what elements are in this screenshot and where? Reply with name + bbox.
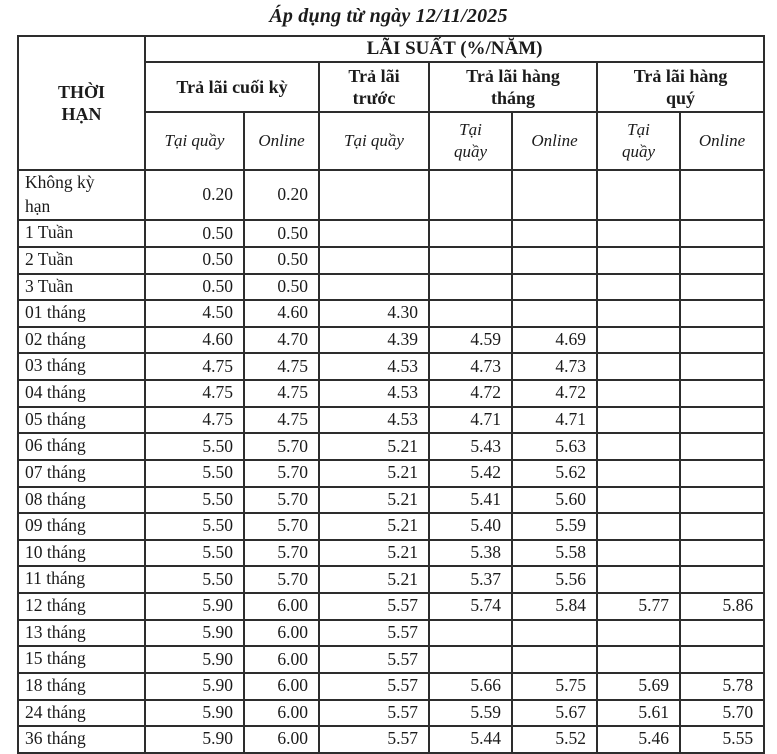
effective-date-title: Áp dụng từ ngày 12/11/2025 bbox=[269, 5, 508, 27]
rate-cell bbox=[597, 220, 680, 247]
term-label: 1 Tuần bbox=[25, 222, 74, 243]
rate-cell: 5.58 bbox=[512, 540, 597, 567]
rate-cell bbox=[597, 380, 680, 407]
term-label: 18 tháng bbox=[25, 674, 86, 695]
rate-cell: 4.72 bbox=[512, 380, 597, 407]
rate-cell: 4.30 bbox=[319, 300, 429, 327]
rate-cell: 4.75 bbox=[145, 407, 244, 434]
rate-cell: 4.75 bbox=[145, 380, 244, 407]
table-row bbox=[18, 487, 764, 514]
rate-cell bbox=[429, 220, 512, 247]
rate-cell bbox=[597, 327, 680, 354]
table-row bbox=[18, 726, 764, 753]
term-label: 36 tháng bbox=[25, 728, 86, 749]
term-label: 06 tháng bbox=[25, 435, 86, 456]
rate-cell: 5.55 bbox=[680, 726, 764, 753]
term-cell bbox=[18, 274, 145, 301]
rate-cell: 5.70 bbox=[244, 433, 319, 460]
term-label: 08 tháng bbox=[25, 488, 86, 509]
table-row bbox=[18, 593, 764, 620]
rate-cell bbox=[429, 170, 512, 220]
rate-cell bbox=[680, 513, 764, 540]
rate-cell: 5.46 bbox=[597, 726, 680, 753]
rate-cell bbox=[680, 646, 764, 673]
rate-cell: 5.90 bbox=[145, 593, 244, 620]
rate-cell: 5.59 bbox=[429, 700, 512, 727]
rate-cell: 5.42 bbox=[429, 460, 512, 487]
rate-cell: 4.69 bbox=[512, 327, 597, 354]
table-row bbox=[18, 646, 764, 673]
rate-cell: 5.50 bbox=[145, 487, 244, 514]
rate-cell bbox=[680, 300, 764, 327]
table-row bbox=[18, 407, 764, 434]
rate-cell: 5.90 bbox=[145, 646, 244, 673]
rate-cell bbox=[597, 646, 680, 673]
channel-header-label: Online bbox=[531, 130, 578, 150]
rate-cell bbox=[319, 247, 429, 274]
rate-cell: 5.44 bbox=[429, 726, 512, 753]
rate-cell bbox=[429, 620, 512, 647]
channel-header-counter bbox=[597, 112, 680, 170]
rate-cell: 6.00 bbox=[244, 593, 319, 620]
rate-cell bbox=[680, 407, 764, 434]
term-cell bbox=[18, 407, 145, 434]
rate-cell bbox=[512, 170, 597, 220]
rate-cell: 4.60 bbox=[145, 327, 244, 354]
term-label: Không kỳ hạn bbox=[25, 172, 95, 216]
rate-cell: 5.57 bbox=[319, 673, 429, 700]
rate-cell bbox=[319, 170, 429, 220]
rate-cell: 5.57 bbox=[319, 620, 429, 647]
group-header-label: Trả lãi hàng tháng bbox=[466, 65, 560, 108]
table-row bbox=[18, 673, 764, 700]
rate-cell bbox=[429, 300, 512, 327]
rate-cell bbox=[512, 300, 597, 327]
rate-cell: 5.21 bbox=[319, 540, 429, 567]
rate-cell: 5.50 bbox=[145, 540, 244, 567]
rate-cell bbox=[680, 274, 764, 301]
term-label: 3 Tuần bbox=[25, 275, 74, 296]
table-row bbox=[18, 274, 764, 301]
rate-cell bbox=[597, 513, 680, 540]
rate-cell: 6.00 bbox=[244, 700, 319, 727]
rate-cell bbox=[429, 247, 512, 274]
table-row bbox=[18, 566, 764, 593]
rate-cell: 4.59 bbox=[429, 327, 512, 354]
rate-cell bbox=[680, 353, 764, 380]
rate-cell: 4.73 bbox=[512, 353, 597, 380]
rate-cell bbox=[680, 540, 764, 567]
rate-cell bbox=[512, 247, 597, 274]
rate-cell: 5.59 bbox=[512, 513, 597, 540]
rate-cell: 4.53 bbox=[319, 407, 429, 434]
rate-cell: 5.21 bbox=[319, 566, 429, 593]
channel-header-label: Tại quầy bbox=[453, 119, 488, 161]
rate-cell bbox=[680, 327, 764, 354]
rate-cell bbox=[680, 487, 764, 514]
rate-cell: 0.20 bbox=[145, 170, 244, 220]
group-header-label: Trả lãi cuối kỳ bbox=[176, 76, 288, 97]
channel-header-label: Tại quầy bbox=[621, 119, 656, 161]
rate-cell bbox=[680, 620, 764, 647]
rate-cell: 5.66 bbox=[429, 673, 512, 700]
table-row bbox=[18, 327, 764, 354]
table-row bbox=[18, 247, 764, 274]
group-header-label: Trả lãi hàng quý bbox=[633, 65, 728, 108]
rate-cell: 6.00 bbox=[244, 646, 319, 673]
term-column-header bbox=[18, 36, 145, 170]
term-cell bbox=[18, 700, 145, 727]
rate-cell bbox=[597, 620, 680, 647]
rate-cell: 5.21 bbox=[319, 460, 429, 487]
term-label: 15 tháng bbox=[25, 648, 86, 669]
rate-cell: 5.70 bbox=[244, 487, 319, 514]
rate-cell: 5.56 bbox=[512, 566, 597, 593]
term-cell bbox=[18, 593, 145, 620]
rate-cell: 5.50 bbox=[145, 513, 244, 540]
rate-cell: 5.62 bbox=[512, 460, 597, 487]
channel-header-counter bbox=[319, 112, 429, 170]
rate-cell: 5.63 bbox=[512, 433, 597, 460]
header-row-main bbox=[18, 36, 764, 62]
rate-cell: 5.57 bbox=[319, 593, 429, 620]
rate-cell: 0.20 bbox=[244, 170, 319, 220]
rate-cell bbox=[680, 170, 764, 220]
rate-cell: 4.60 bbox=[244, 300, 319, 327]
rate-cell: 5.90 bbox=[145, 700, 244, 727]
rate-cell bbox=[512, 220, 597, 247]
term-cell bbox=[18, 487, 145, 514]
term-label: 11 tháng bbox=[25, 568, 86, 589]
rate-cell: 0.50 bbox=[244, 220, 319, 247]
term-cell bbox=[18, 170, 145, 220]
term-cell bbox=[18, 566, 145, 593]
rate-cell bbox=[680, 220, 764, 247]
rate-cell: 6.00 bbox=[244, 620, 319, 647]
term-label: 13 tháng bbox=[25, 621, 86, 642]
channel-header-online bbox=[512, 112, 597, 170]
rate-cell: 5.57 bbox=[319, 700, 429, 727]
rate-cell: 5.40 bbox=[429, 513, 512, 540]
rate-cell: 4.72 bbox=[429, 380, 512, 407]
term-cell bbox=[18, 673, 145, 700]
table-row bbox=[18, 460, 764, 487]
table-row bbox=[18, 700, 764, 727]
table-row bbox=[18, 300, 764, 327]
term-label: 12 tháng bbox=[25, 595, 86, 615]
table-header bbox=[18, 36, 764, 170]
group-header-end-of-term bbox=[145, 62, 319, 112]
table-row bbox=[18, 170, 764, 220]
table-row bbox=[18, 220, 764, 247]
rate-cell: 4.75 bbox=[145, 353, 244, 380]
term-cell bbox=[18, 460, 145, 487]
rate-cell: 5.78 bbox=[680, 673, 764, 700]
table-row bbox=[18, 620, 764, 647]
term-cell bbox=[18, 433, 145, 460]
rate-cell: 5.70 bbox=[244, 540, 319, 567]
rate-cell bbox=[597, 540, 680, 567]
rate-cell: 5.50 bbox=[145, 433, 244, 460]
rate-cell: 5.37 bbox=[429, 566, 512, 593]
table-row bbox=[18, 433, 764, 460]
rate-cell: 5.70 bbox=[244, 513, 319, 540]
table-row bbox=[18, 380, 764, 407]
rates-tbody bbox=[18, 170, 764, 753]
rate-cell bbox=[319, 220, 429, 247]
rate-cell: 5.41 bbox=[429, 487, 512, 514]
rate-cell: 4.50 bbox=[145, 300, 244, 327]
group-header-monthly bbox=[429, 62, 597, 112]
rate-cell: 4.53 bbox=[319, 380, 429, 407]
rate-cell: 5.70 bbox=[680, 700, 764, 727]
channel-header-label: Tại quầy bbox=[164, 130, 225, 150]
rate-cell: 5.21 bbox=[319, 433, 429, 460]
rate-cell: 5.21 bbox=[319, 513, 429, 540]
table-row bbox=[18, 353, 764, 380]
rate-cell bbox=[597, 170, 680, 220]
rate-cell: 0.50 bbox=[244, 274, 319, 301]
term-label: 04 tháng bbox=[25, 382, 86, 402]
term-cell bbox=[18, 327, 145, 354]
term-label: 02 tháng bbox=[25, 328, 86, 349]
term-cell bbox=[18, 353, 145, 380]
rate-cell: 4.75 bbox=[244, 407, 319, 434]
term-label: 07 tháng bbox=[25, 461, 86, 482]
rate-cell bbox=[512, 620, 597, 647]
rate-cell: 5.90 bbox=[145, 673, 244, 700]
rate-cell bbox=[597, 353, 680, 380]
rate-cell bbox=[680, 460, 764, 487]
rate-cell bbox=[597, 247, 680, 274]
rate-cell bbox=[597, 407, 680, 434]
channel-header-label: Online bbox=[698, 130, 746, 150]
rate-cell: 5.90 bbox=[145, 726, 244, 753]
rate-cell bbox=[512, 646, 597, 673]
rate-cell bbox=[429, 646, 512, 673]
rate-cell: 4.75 bbox=[244, 353, 319, 380]
term-cell bbox=[18, 380, 145, 407]
term-label: 03 tháng bbox=[25, 355, 86, 376]
term-label: 10 tháng bbox=[25, 541, 86, 562]
rate-cell: 5.90 bbox=[145, 620, 244, 647]
term-label: 24 tháng bbox=[25, 701, 86, 722]
rate-cell: 5.57 bbox=[319, 646, 429, 673]
rate-cell bbox=[512, 274, 597, 301]
term-label: 05 tháng bbox=[25, 408, 86, 429]
rate-cell: 5.43 bbox=[429, 433, 512, 460]
channel-header-counter bbox=[429, 112, 512, 170]
rate-cell: 4.75 bbox=[244, 380, 319, 407]
rate-cell: 5.50 bbox=[145, 460, 244, 487]
rate-cell: 5.21 bbox=[319, 487, 429, 514]
term-label: 2 Tuần bbox=[25, 248, 74, 269]
rate-cell: 5.86 bbox=[680, 593, 764, 620]
rate-cell bbox=[680, 380, 764, 407]
rate-cell: 4.73 bbox=[429, 353, 512, 380]
rate-cell: 5.69 bbox=[597, 673, 680, 700]
rate-cell: 5.52 bbox=[512, 726, 597, 753]
rate-cell bbox=[597, 487, 680, 514]
term-cell bbox=[18, 620, 145, 647]
rate-cell: 4.53 bbox=[319, 353, 429, 380]
rate-cell: 5.57 bbox=[319, 726, 429, 753]
rate-table-title: LÃI SUẤT (%/NĂM) bbox=[145, 36, 764, 62]
channel-header-online bbox=[244, 112, 319, 170]
rate-cell bbox=[597, 300, 680, 327]
rate-cell bbox=[429, 274, 512, 301]
rate-cell: 0.50 bbox=[145, 247, 244, 274]
rate-cell: 5.84 bbox=[512, 593, 597, 620]
group-header-label: Trả lãi trước bbox=[348, 65, 400, 108]
rate-cell: 5.70 bbox=[244, 460, 319, 487]
term-cell bbox=[18, 300, 145, 327]
rate-cell: 0.50 bbox=[244, 247, 319, 274]
rate-cell: 4.70 bbox=[244, 327, 319, 354]
rate-cell bbox=[680, 247, 764, 274]
rate-cell: 5.70 bbox=[244, 566, 319, 593]
rate-cell: 6.00 bbox=[244, 673, 319, 700]
channel-header-label: Online bbox=[258, 130, 305, 150]
rate-cell: 5.50 bbox=[145, 566, 244, 593]
rate-cell bbox=[680, 566, 764, 593]
channel-header-label: Tại quầy bbox=[344, 130, 404, 150]
rate-cell: 5.67 bbox=[512, 700, 597, 727]
term-cell bbox=[18, 247, 145, 274]
term-cell bbox=[18, 220, 145, 247]
term-cell bbox=[18, 513, 145, 540]
rate-cell: 5.61 bbox=[597, 700, 680, 727]
channel-header-counter bbox=[145, 112, 244, 170]
rate-cell: 6.00 bbox=[244, 726, 319, 753]
rate-cell: 4.39 bbox=[319, 327, 429, 354]
rate-cell: 5.38 bbox=[429, 540, 512, 567]
rate-cell bbox=[597, 566, 680, 593]
rate-cell: 5.60 bbox=[512, 487, 597, 514]
rate-cell: 0.50 bbox=[145, 274, 244, 301]
term-cell bbox=[18, 540, 145, 567]
group-header-prepaid bbox=[319, 62, 429, 112]
interest-rate-table bbox=[17, 35, 765, 754]
table-row bbox=[18, 540, 764, 567]
table-row bbox=[18, 513, 764, 540]
term-cell bbox=[18, 726, 145, 753]
rate-cell bbox=[597, 460, 680, 487]
group-header-quarterly bbox=[597, 62, 764, 112]
rate-cell: 5.77 bbox=[597, 593, 680, 620]
rate-cell bbox=[319, 274, 429, 301]
rate-cell: 4.71 bbox=[429, 407, 512, 434]
term-column-header-label: THỜI HẠN bbox=[57, 81, 105, 124]
rate-cell bbox=[680, 433, 764, 460]
rate-cell: 0.50 bbox=[145, 220, 244, 247]
rate-cell: 5.75 bbox=[512, 673, 597, 700]
rate-cell: 4.71 bbox=[512, 407, 597, 434]
rate-cell bbox=[597, 433, 680, 460]
term-label: 01 tháng bbox=[25, 302, 86, 323]
term-cell bbox=[18, 646, 145, 673]
channel-header-online bbox=[680, 112, 764, 170]
term-label: 09 tháng bbox=[25, 515, 86, 536]
rate-cell bbox=[597, 274, 680, 301]
rate-cell: 5.74 bbox=[429, 593, 512, 620]
